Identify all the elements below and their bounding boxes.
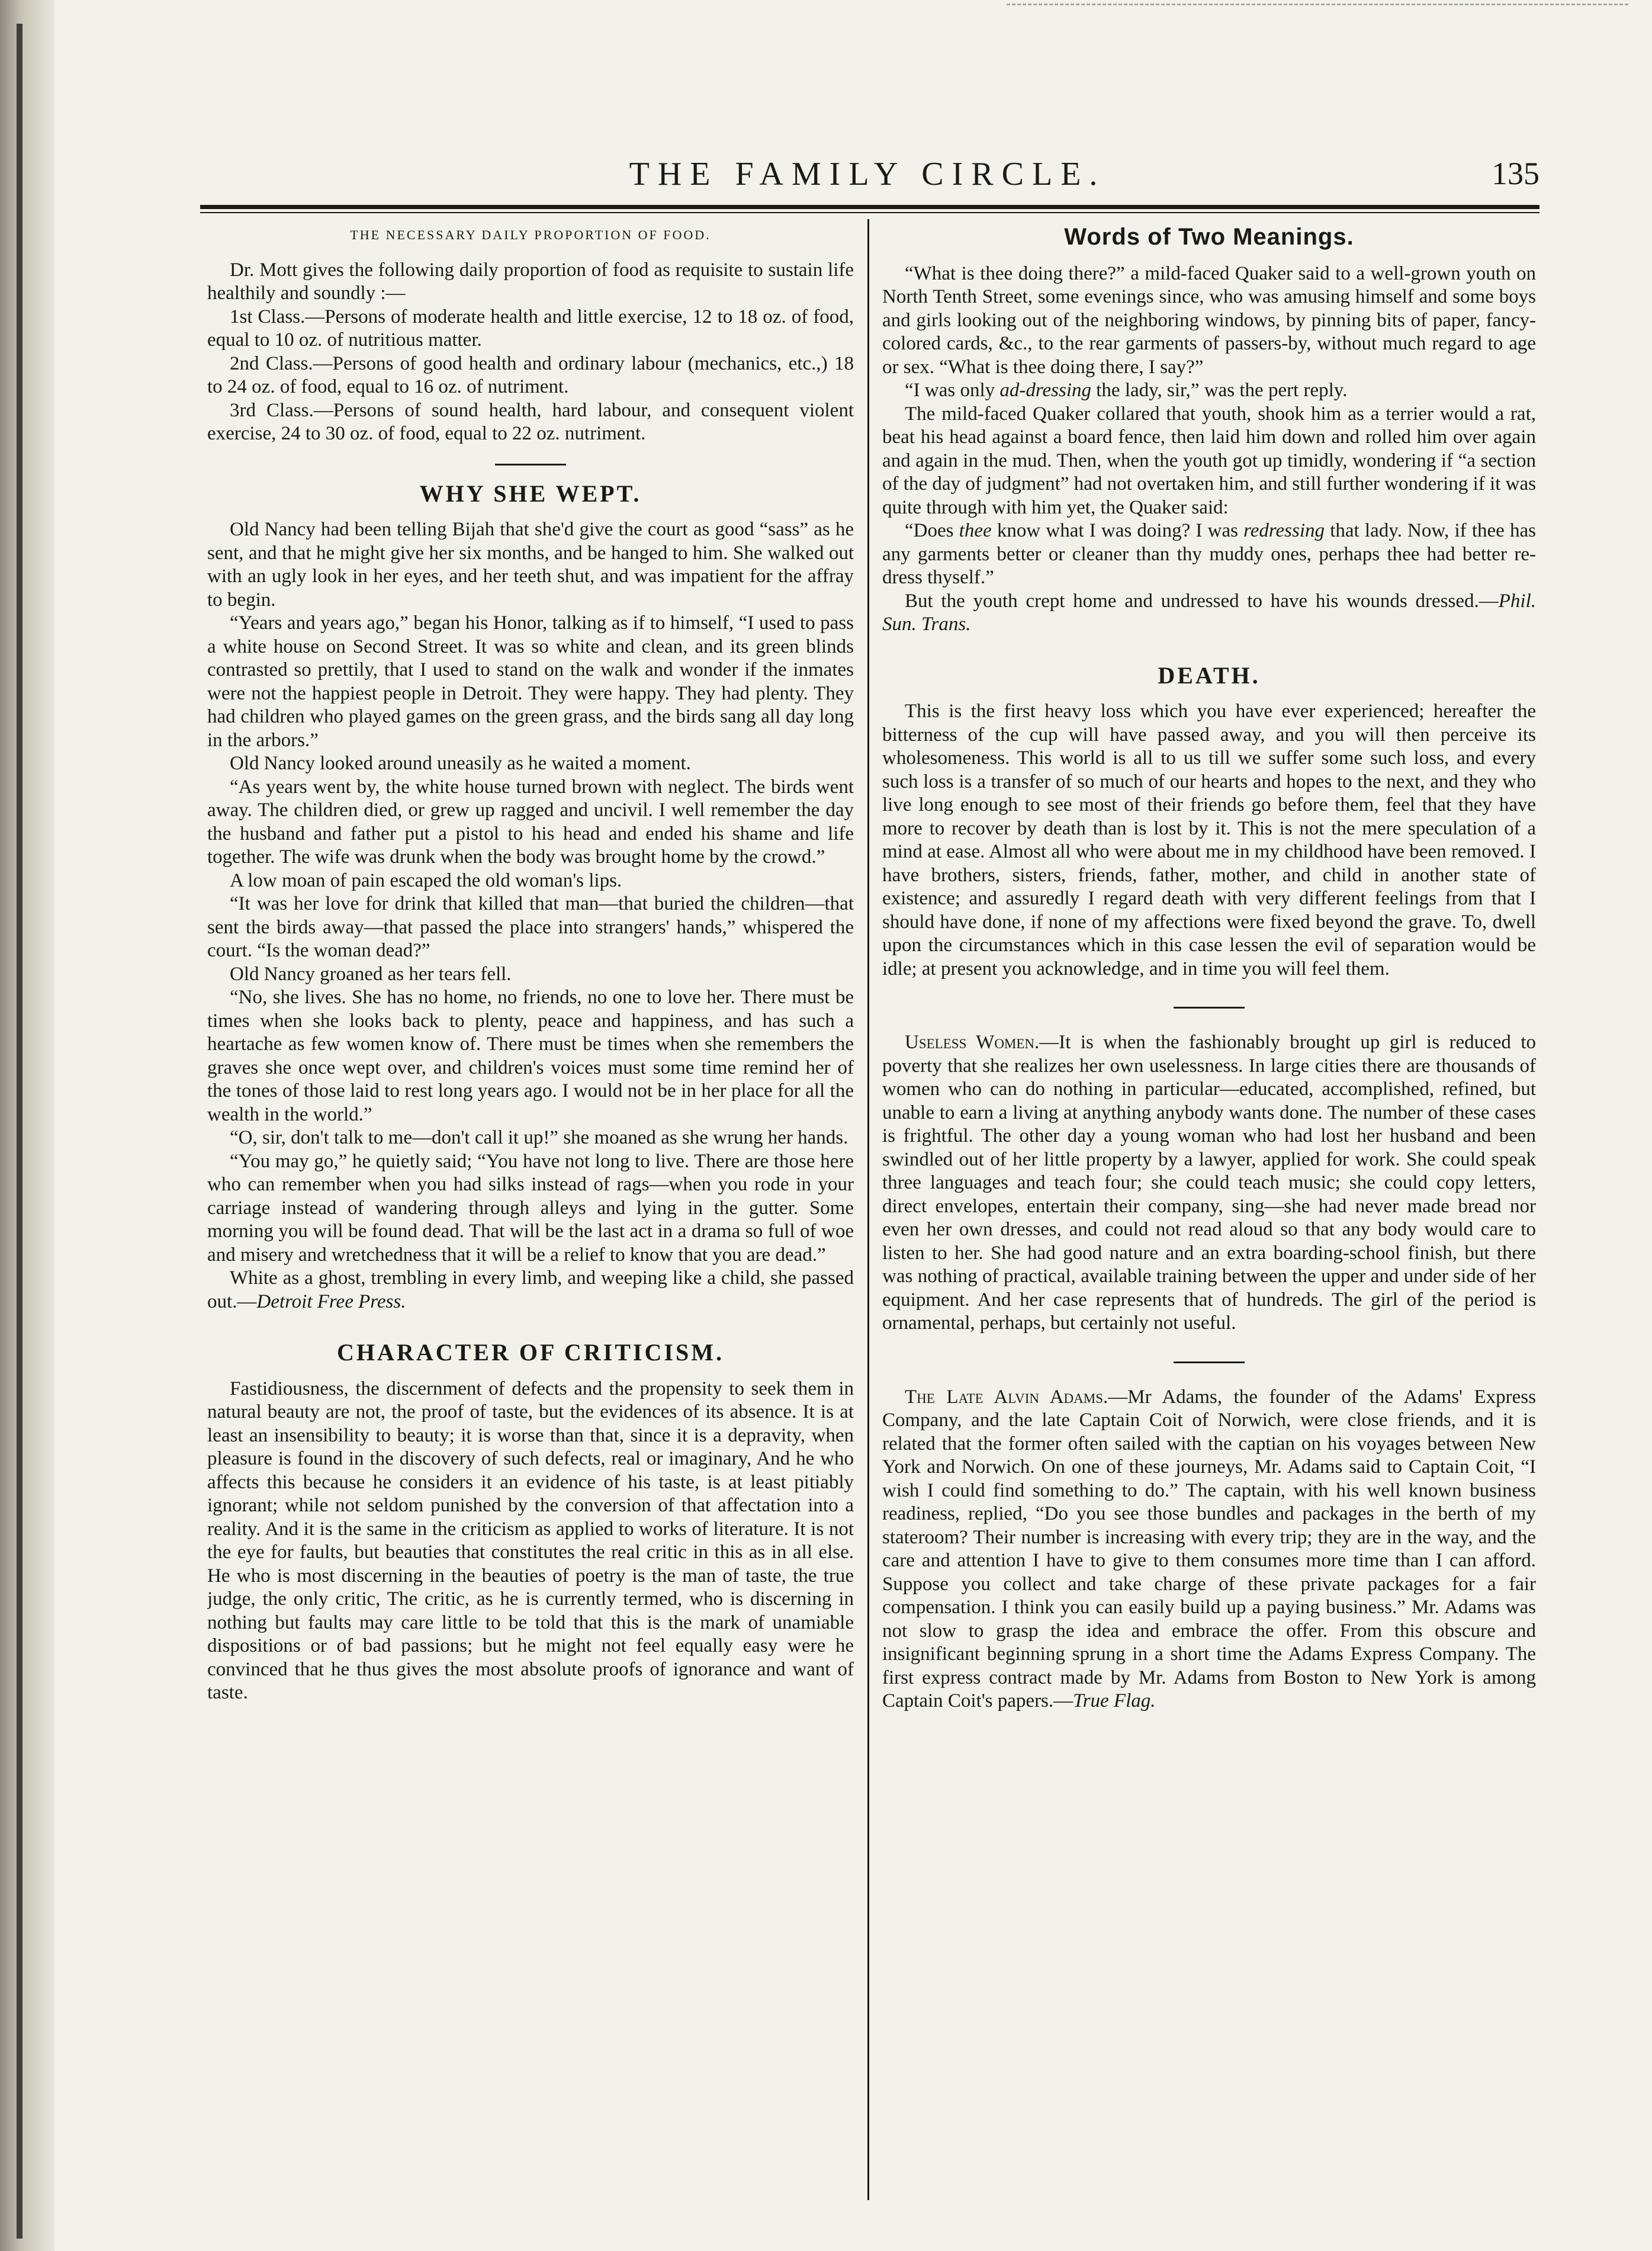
book-binding-edge [0, 0, 54, 2251]
source-credit: True Flag. [1073, 1690, 1156, 1711]
paragraph: Old Nancy had been telling Bijah that she'd give the court as good “sass” as he sent, and that he might give her six months, and be hanged to him. She walked out with an ugly look in her eyes, and her teeth shut, and was impatient for the affray to begin. [207, 519, 854, 611]
emphasis: thee [959, 520, 992, 541]
paragraph [882, 379, 1536, 403]
paragraph [207, 1267, 854, 1314]
source-credit: Detroit Free Press. [256, 1290, 406, 1312]
scan-artifact [1007, 4, 1628, 8]
paragraph-text: —Mr Adams, the founder of the Adams' Express Company, and the late Captain Coit of Norwich, were close friends, and it is related that the former often sailed with the captian on his voyages between New York and Norwich. On one of these journeys, Mr. Adams said to Captain Coit, “I wish I could find something to do.” The captain, with his well known business readiness, replied, “Do you see those bundles and packages in the berth of my stateroom? Their number is increasing with every trip; they are in the way, and the care and attention I have to give to them consumes more time than I can afford. Suppose you collect and take charge of these private packages for a fair compensation. I think you can easily build up a paying business.” Mr. Adams was not slow to grasp the idea and embrace the offer. From this obscure and insignificant beginning sprung in a short time the Adams Express Company. The first express contract made by Mr. Adams from Boston to New York is among Captain Coit's papers.— [882, 1386, 1536, 1711]
binding-shadow [17, 24, 23, 2239]
paragraph-text: that lady. Now, if thee has any garments better or cleaner than thy muddy ones, perhaps thee had better re-dress thyself.” [882, 520, 1536, 588]
paragraph: This is the first heavy loss which you have ever experienced; hereafter the bitterness of the cup will have passed away, and you will then perceive its wholesomeness. This world is all to us till we suffer some such loss, and every such loss is a transfer of so much of our hearts and hopes to the next, and they who live long enough to see most of their friends go before them, feel that they have more to recover by death than is lost by it. This is not the mere speculation of a mind at ease. Almost all who were about me in my childhood have been removed. I have brothers, sisters, friends, father, mother, and child in another state of existence; and assuredly I regard death with very different feelings from that I should have done, if none of my affections were fixed beyond the grave. To, dwell upon the circumstances which in this case lessen the evil of separation would be idle; at present you acknowledge, and in time you will feel them. [882, 701, 1536, 980]
column-divider [867, 219, 869, 2200]
header-rule-thin [200, 212, 1539, 213]
page-title: THE FAMILY CIRCLE. [629, 156, 1106, 192]
emphasis: redressing [1243, 520, 1325, 541]
paragraph: “What is thee doing there?” a mild-faced Quaker said to a well-grown youth on North Tenth Street, some evenings since, who was amusing himself and some boys and girls looking out of the neighboring windows, by pinning bits of paper, fancy-colored cards, &c., to the rear garments of passers-by, without much regard to age or sex. “What is thee doing there, I say?” [882, 262, 1536, 378]
paragraph-text: “Does [905, 520, 959, 541]
article-heading-two-meanings: Words of Two Meanings. [1064, 224, 1354, 250]
page-header [195, 155, 1539, 198]
section-rule [1174, 1007, 1245, 1009]
right-column [882, 222, 1536, 2212]
paragraph: Dr. Mott gives the following daily proportion of food as requisite to sustain life healthily and soundly :— [207, 259, 854, 304]
left-column [207, 222, 854, 2212]
paragraph [882, 1386, 1536, 1713]
paragraph [882, 1031, 1536, 1335]
article-heading-death: DEATH. [1158, 662, 1261, 689]
paragraph: “As years went by, the white house turned brown with neglect. The birds went away. The children died, or grew up ragged and uncivil. I well remember the day the husband and father put a pistol to his head and ended his shame and life together. The wife was drunk when the body was brought home by the crowd.” [207, 776, 854, 868]
paragraph: 2nd Class.—Persons of good health and ordinary labour (mechanics, etc.,) 18 to 24 oz. of food, equal to 16 oz. of nutriment. [207, 352, 854, 397]
article-lead-alvin-adams: The Late Alvin Adams. [905, 1386, 1108, 1408]
article-heading-food: THE NECESSARY DAILY PROPORTION OF FOOD. [350, 227, 711, 242]
page-number: 135 [1492, 156, 1539, 191]
paragraph-text: the lady, sir,” was the pert reply. [1091, 380, 1348, 401]
paragraph-text: know what I was doing? I was [991, 520, 1244, 541]
emphasis: ad-dressing [999, 380, 1091, 401]
article-lead-useless-women: Useless Women. [905, 1032, 1040, 1053]
paragraph: Old Nancy groaned as her tears fell. [230, 963, 512, 985]
paragraph: 1st Class.—Persons of moderate health and little exercise, 12 to 18 oz. of food, equal to 10 oz. of nutritious matter. [207, 306, 854, 351]
paragraph: “O, sir, don't talk to me—don't call it up!” she moaned as she wrung her hands. [230, 1127, 849, 1148]
paragraph: A low moan of pain escaped the old woman's lips. [230, 869, 622, 891]
paragraph: “No, she lives. She has no home, no friends, no one to love her. There must be times when she looks back to plenty, peace and happiness, and has such a heartache as few women know of. There must be times when she remembers the graves she once wept over, and children's voices must some time remind her of the tones of those laid to rest long years ago. I would not be in her place for all the wealth in the world.” [207, 987, 854, 1125]
paragraph: Fastidiousness, the discernment of defects and the propensity to seek them in natural beauty are not, the proof of taste, but the evidences of its absence. It is at least an insensibility to beauty; it is worse than that, since it is a depravity, when pleasure is found in the discovery of such defects, real or imaginary, And he who affects this because he considers it an evidence of his taste, is at least pitiably ignorant; while not seldom punished by the conversion of that affectation into a reality. And it is the same in the criticism as applied to works of literature. It is not the eye for faults, but beauties that constitutes the real critic in this as in all else. He who is most discerning in the beauties of poetry is the man of taste, the true judge, the only critic, The critic, as he is currently termed, who is discerning in nothing but faults may care little to be told that this is the mark of unamiable dispositions or of bad passions; but he might not feel equally easy were he convinced that he thus gives the most absolute proofs of ignorance and want of taste. [207, 1377, 854, 1703]
paragraph-text: White as a ghost, trembling in every limb, and weeping like a child, she passed out.— [207, 1267, 854, 1312]
article-heading-why-she-wept: WHY SHE WEPT. [419, 480, 642, 507]
paragraph [882, 590, 1536, 637]
paragraph [882, 519, 1536, 590]
article-heading-criticism: CHARACTER OF CRITICISM. [337, 1339, 724, 1366]
paragraph: 3rd Class.—Persons of sound health, hard labour, and consequent violent exercise, 24 to 30 oz. of food, equal to 22 oz. nutriment. [207, 399, 854, 444]
header-rule-thick [200, 205, 1539, 209]
paragraph-text: “I was only [905, 380, 1000, 401]
paragraph-text: —It is when the fashionably brought up girl is reduced to poverty that she realizes her own uselessness. In large cities there are thousands of women who can do nothing in particular—educated, accomplished, refined, but unable to earn a living at anything anybody wants done. The number of these cases is frightful. The other day a young woman who had lost her husband and been swindled out of her little property by a lawyer, applied for work. She could speak three languages and teach four; she could teach music; she could copy letters, direct envelopes, entertain their company, sing—she had never made bread nor even her own dresses, and could not read aloud so that any body would care to listen to her. She had good nature and an extra boarding-school finish, but there was nothing of practical, available training between the upper and under side of her equipment. And her case represents that of hundreds. The girl of the period is ornamental, perhaps, but certainly not useful. [882, 1032, 1536, 1334]
paragraph: The mild-faced Quaker collared that youth, shook him as a terrier would a rat, beat his head against a board fence, then laid him down and rolled him over again and again in the mud. Then, when the youth got up timidly, wondering if “a section of the day of judgment” had not overtaken him, and still further wondering if it was quite through with him yet, the Quaker said: [882, 403, 1536, 518]
paragraph: “It was her love for drink that killed that man—that buried the children—that sent the birds away—that passed the place into strangers' hands,” whispered the court. “Is the woman dead?” [207, 893, 854, 961]
paragraph: “You may go,” he quietly said; “You have not long to live. There are those here who can remember when you had silks instead of rags—when you rode in your carriage instead of wandering through alleys and lying in the gutter. Some morning you will be found dead. That will be the last act in a drama so full of woe and misery and wretchedness that it will be a relief to know that you are dead.” [207, 1150, 854, 1266]
section-rule [495, 464, 566, 465]
paragraph-text: But the youth crept home and undressed to have his wounds dressed.— [905, 590, 1499, 612]
section-rule [1174, 1361, 1245, 1363]
source-credit: Phil. Sun. Trans. [882, 590, 1536, 635]
paragraph: Old Nancy looked around uneasily as he waited a moment. [230, 753, 691, 774]
paragraph: “Years and years ago,” began his Honor, talking as if to himself, “I used to pass a white house on Second Street. It was so white and clean, and its green blinds contrasted so prettily, that I used to stand on the walk and wonder if the inmates were not the happiest people in Detroit. They were happy. They had plenty. They had children who played games on the green grass, and the birds sang all day long in the arbors.” [207, 612, 854, 751]
